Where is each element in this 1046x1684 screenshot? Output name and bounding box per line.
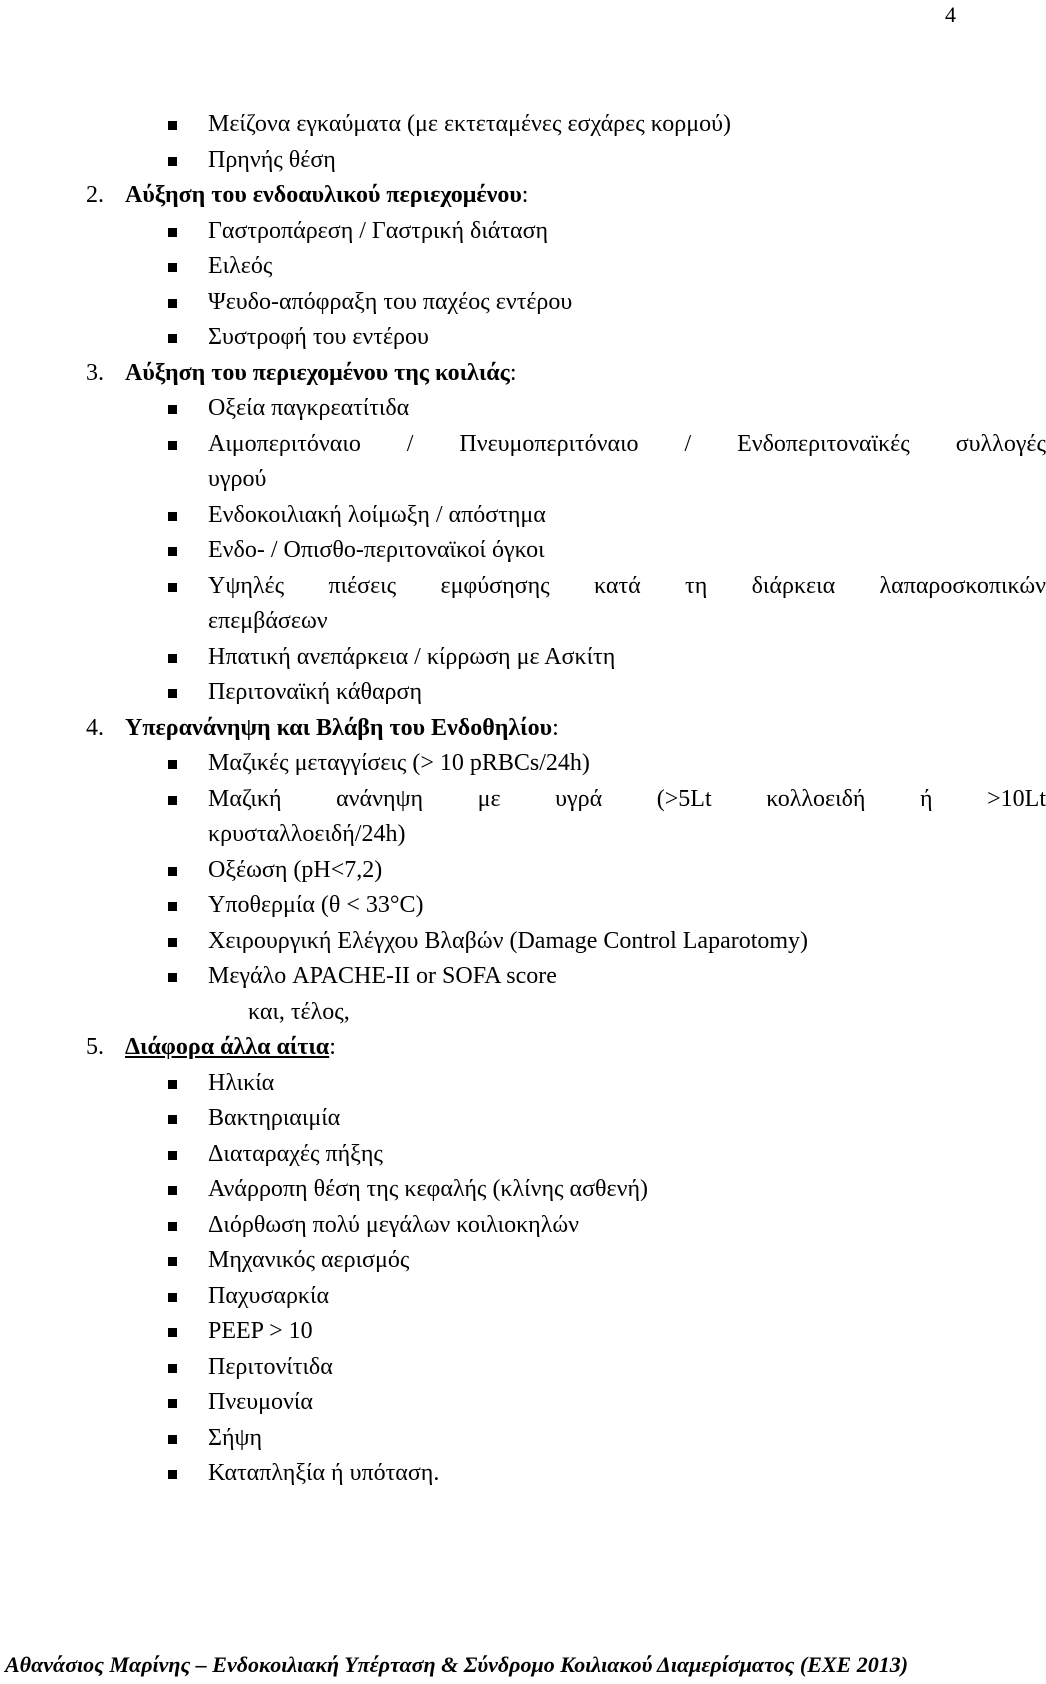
list-item: Μαζική ανάνηψη με υγρά (>5Lt κολλοειδή ή >10Lt — [86, 782, 960, 818]
square-bullet-icon — [168, 1186, 177, 1195]
square-bullet-icon — [168, 157, 177, 166]
square-bullet-icon — [168, 1293, 177, 1302]
list-item: Υποθερμία (θ < 33°C) — [86, 888, 960, 924]
list-item: Καταπληξία ή υπόταση. — [86, 1456, 960, 1492]
square-bullet-icon — [168, 547, 177, 556]
square-bullet-icon — [168, 1470, 177, 1479]
square-bullet-icon — [168, 1080, 177, 1089]
list-item: Υψηλές πιέσεις εμφύσησης κατά τη διάρκεια λαπαροσκοπικών — [86, 569, 960, 605]
square-bullet-icon — [168, 654, 177, 663]
square-bullet-icon — [168, 689, 177, 698]
square-bullet-icon — [168, 1328, 177, 1337]
list-item: Αιμοπεριτόναιο / Πνευμοπεριτόναιο / Ενδοπεριτοναϊκές συλλογές — [86, 427, 960, 463]
square-bullet-icon — [168, 405, 177, 414]
page-number: 4 — [945, 2, 956, 27]
list-item: Συστροφή του εντέρου — [86, 320, 960, 356]
square-bullet-icon — [168, 441, 177, 450]
list-item: Βακτηριαιμία — [86, 1101, 960, 1137]
list-item: Οξέωση (pH<7,2) — [86, 853, 960, 889]
section-heading: 2. Αύξηση του ενδοαυλικού περιεχομένου: — [86, 182, 529, 208]
section-heading: 5. Διάφορα άλλα αίτια: — [86, 1034, 336, 1060]
list-item: PEEP > 10 — [86, 1314, 960, 1350]
list-item-continuation: υγρού — [208, 466, 267, 492]
square-bullet-icon — [168, 973, 177, 982]
square-bullet-icon — [168, 1257, 177, 1266]
square-bullet-icon — [168, 121, 177, 130]
list-item: Ενδοκοιλιακή λοίμωξη / απόστημα — [86, 498, 960, 534]
list-item-continuation: κρυσταλλοειδή/24h) — [208, 821, 406, 847]
list-item: Μεγάλο APACHE-II or SOFA score — [86, 959, 960, 995]
list-item: Οξεία παγκρεατίτιδα — [86, 391, 960, 427]
list-item: Μηχανικός αερισμός — [86, 1243, 960, 1279]
square-bullet-icon — [168, 1115, 177, 1124]
list-item: Μείζονα εγκαύματα (με εκτεταμένες εσχάρες κορμού) — [86, 107, 960, 143]
square-bullet-icon — [168, 334, 177, 343]
square-bullet-icon — [168, 583, 177, 592]
section-heading: 3. Αύξηση του περιεχομένου της κοιλιάς: — [86, 359, 517, 386]
square-bullet-icon — [168, 1222, 177, 1231]
square-bullet-icon — [168, 1399, 177, 1408]
list-item: Πρηνής θέση — [86, 143, 960, 179]
list-item: Ηπατική ανεπάρκεια / κίρρωση με Ασκίτη — [86, 640, 960, 676]
list-item: Μαζικές μεταγγίσεις (> 10 pRBCs/24h) — [86, 746, 960, 782]
list-item: Πνευμονία — [86, 1385, 960, 1421]
square-bullet-icon — [168, 299, 177, 308]
square-bullet-icon — [168, 228, 177, 237]
list-item: Ηλικία — [86, 1066, 960, 1102]
document-body — [86, 107, 1046, 1492]
square-bullet-icon — [168, 1435, 177, 1444]
list-item: Περιτοναϊκή κάθαρση — [86, 675, 960, 711]
square-bullet-icon — [168, 867, 177, 876]
list-item: Παχυσαρκία — [86, 1279, 960, 1315]
list-item: Ειλεός — [86, 249, 960, 285]
list-item: Ανάρροπη θέση της κεφαλής (κλίνης ασθενή) — [86, 1172, 960, 1208]
page-footer: Αθανάσιος Μαρίνης – Ενδοκοιλιακή Υπέρταση & Σύνδρομο Κοιλιακού Διαμερίσματος (ΕΧΕ 2013) — [5, 1652, 909, 1677]
transition-text: και, τέλος, — [248, 998, 350, 1025]
list-item: Διόρθωση πολύ μεγάλων κοιλιοκηλών — [86, 1208, 960, 1244]
list-item: Περιτονίτιδα — [86, 1350, 960, 1386]
list-item: Ψευδο-απόφραξη του παχέος εντέρου — [86, 285, 960, 321]
list-item: Σήψη — [86, 1421, 960, 1457]
list-item: Διαταραχές πήξης — [86, 1137, 960, 1173]
square-bullet-icon — [168, 938, 177, 947]
list-item: Γαστροπάρεση / Γαστρική διάταση — [86, 214, 960, 250]
square-bullet-icon — [168, 1151, 177, 1160]
square-bullet-icon — [168, 796, 177, 805]
square-bullet-icon — [168, 760, 177, 769]
square-bullet-icon — [168, 263, 177, 272]
section-heading: 4. Υπερανάνηψη και Βλάβη του Ενδοθηλίου: — [86, 714, 559, 741]
list-item-continuation: επεμβάσεων — [208, 608, 328, 634]
list-item: Ενδο- / Οπισθο-περιτοναϊκοί όγκοι — [86, 533, 960, 569]
list-item: Χειρουργική Ελέγχου Βλαβών (Damage Control Laparotomy) — [86, 924, 960, 960]
square-bullet-icon — [168, 1364, 177, 1373]
square-bullet-icon — [168, 902, 177, 911]
square-bullet-icon — [168, 512, 177, 521]
